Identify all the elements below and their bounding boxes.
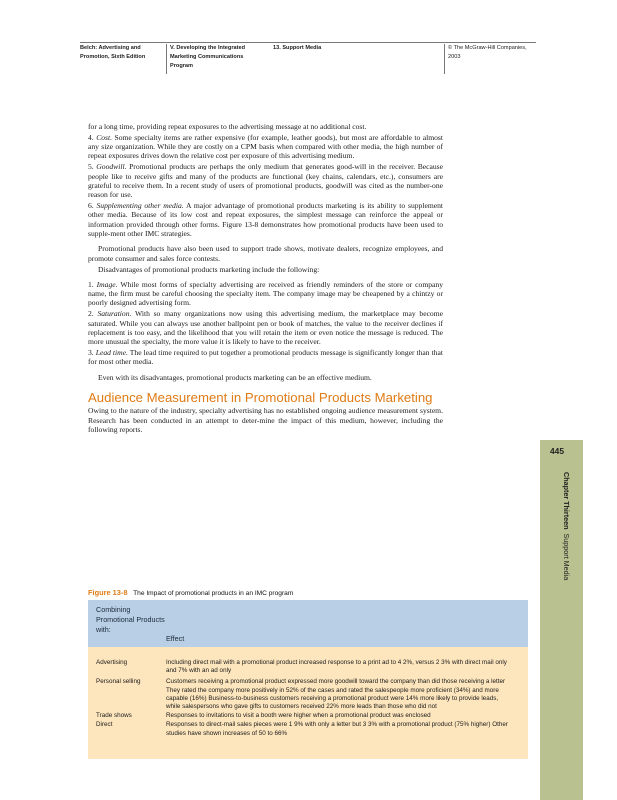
list-item (88, 133, 443, 161)
chapter-number-label: Chapter Thirteen (562, 472, 571, 530)
row-effect: Responses to invitations to visit a booth were higher when a promotional product was enclosed (166, 712, 431, 720)
row-effect: Including direct mail with a promotional product increased response to a print ad to 4 2%, versus 2 3% with direct mail only and 7% with an ad only (166, 659, 507, 675)
list-text: Promotional products are perhaps the only medium that generates good-will in the receiver. Because people like to receive gifts and many of the products are functional (key chains, calendars, etc.), consumers are grateful to receive them. In a recent study of users of promotional products, goodwill was cited as the number-one reason for use. (88, 162, 443, 200)
chapter-title-label: Support Media (562, 533, 571, 581)
list-term: Saturation. (97, 309, 132, 319)
list-text: A major advantage of promotional products marketing is its ability to supplement other media. Because of its low cost and repeat exposures, the simplest message can reinforce the appeal or information provided through other forms. Figure 13-8 demonstrates how promotional products have been used to supple-ment other IMC strategies. (88, 201, 444, 239)
paragraph: Disadvantages of promotional products marketing include the following: (98, 264, 320, 274)
list-text: The lead time required to put together a promotional products message is significantly longer than that for most other media. (88, 348, 443, 367)
row-label: Advertising (96, 659, 128, 666)
paragraph: for a long time, providing repeat exposures to the advertising message at no additional cost. (88, 122, 367, 131)
list-number: 2. (88, 309, 94, 319)
list-text: With so many organizations now using this advertising medium, the marketplace may become saturated. While you can always use another ballpoint pen or book of matches, the value to the receiver declines if replacement is too easy, and the likelihood that you will retain the item or even notice the message is reduced. The more unusual the specialty, the more value it is likely to have to the receiver. (88, 309, 444, 347)
list-number: 6. (88, 201, 94, 211)
column-header-effect: Effect (166, 634, 185, 643)
list-number: 5. (88, 162, 94, 172)
table-row (88, 678, 528, 711)
row-label: Trade shows (96, 712, 132, 720)
paragraph: Even with its disadvantages, promotional products marketing can be an effective medium. (98, 372, 372, 382)
header-book: Belch: Advertising and Promotion, Sixth Edition (80, 45, 146, 60)
list-term: Lead time. (95, 348, 128, 358)
list-term: Supplementing other media. (96, 201, 184, 211)
header-rule (80, 42, 536, 43)
header-part: V. Developing the Integrated Marketing Communications Program (166, 44, 260, 74)
chapter-tab-label (562, 472, 571, 580)
table-row (88, 712, 528, 720)
list-term: Image. (96, 279, 118, 289)
section-heading: Audience Measurement in Promotional Products Marketing (88, 389, 433, 405)
figure-label: Figure 13-8 (88, 588, 128, 597)
table-header (88, 600, 528, 647)
row-label: Personal selling (96, 678, 141, 686)
table-row (88, 721, 528, 737)
list-term: Goodwill. (96, 162, 127, 172)
table-body (88, 647, 528, 759)
row-effect: Responses to direct-mail sales pieces were 1 9% with only a letter but 3 3% with a promotional product (75% higher) Other studies have shown increases of 50 to 66% (166, 721, 508, 737)
figure-title: The Impact of promotional products in an IMC program (133, 590, 294, 597)
running-header (80, 44, 536, 74)
table-row (88, 659, 528, 675)
paragraph: Owing to the nature of the industry, specialty advertising has no established ongoing audience measurement system. Research has been conducted in an attempt to deter-mine the impact of this medium, however, including the following reports. (88, 406, 443, 435)
column-header-combining: Combining Promotional Products with: (96, 605, 165, 634)
header-copyright: © The McGraw-Hill Companies, 2003 (444, 44, 540, 74)
figure-caption (88, 588, 528, 597)
list-item (88, 201, 443, 238)
page-number: 445 (550, 446, 564, 456)
list-text: While most forms of specialty advertising are received as friendly reminders of the store or company name, the firm must be careful choosing the specialty item. The company image may be cheapened by a chintzy or poorly designed advertising form. (88, 279, 443, 308)
header-chapter: 13. Support Media (273, 45, 322, 51)
list-item (88, 280, 443, 308)
body-text (88, 122, 443, 436)
figure-table (88, 600, 528, 759)
list-number: 3. (88, 348, 94, 358)
figure-13-8 (88, 588, 528, 759)
row-effect: Customers receiving a promotional product expressed more goodwill toward the company than did those receiving a letter They rated the company more positively in 52% of the cases and rated the salespeople more proficient (34%) and more capable (16%) Business-to-business customers receiving a promotional product were 14% more likely to provide leads, while salespersons who gave gifts to customers received 22% more leads than those who did not (166, 678, 506, 711)
list-item (88, 309, 443, 346)
list-term: Cost. (96, 132, 113, 142)
list-text: Some specialty items are rather expensive (for example, leather goods), but most are affordable to almost any size organization. While they are costly on a CPM basis when compared with other media, the high number of repeat exposures drives down the relative cost per exposure of this advertising medium. (88, 132, 443, 161)
row-label: Direct (96, 721, 113, 729)
list-number: 4. (88, 132, 94, 142)
list-item (88, 348, 443, 367)
list-number: 1. (88, 279, 94, 289)
paragraph: Promotional products have also been used to support trade shows, motivate dealers, recognize employees, and promote consumer and sales force contests. (88, 244, 443, 263)
list-item (88, 162, 443, 199)
